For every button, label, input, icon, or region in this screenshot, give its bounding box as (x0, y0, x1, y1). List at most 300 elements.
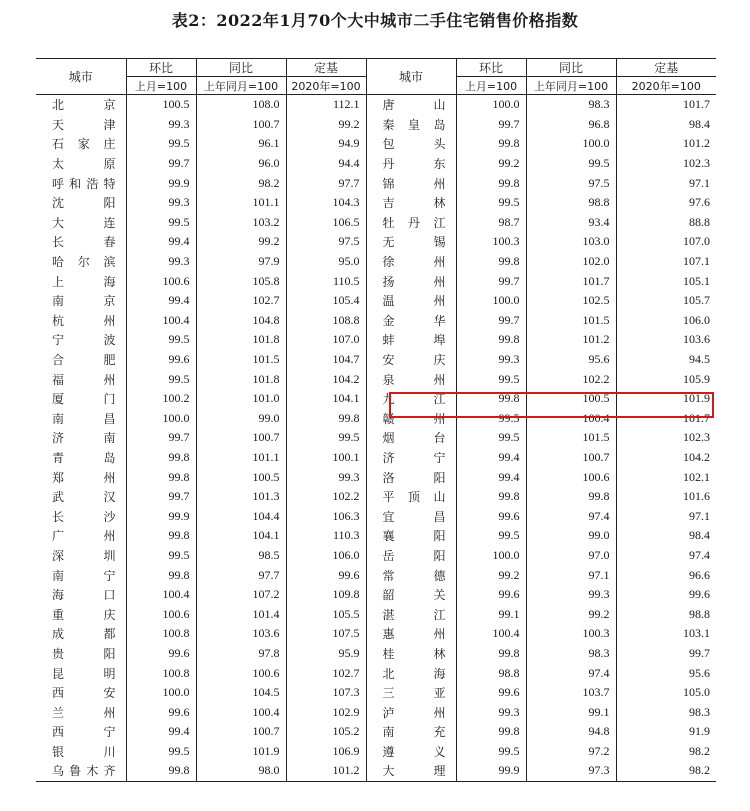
right-mom-cell: 99.8 (456, 330, 526, 350)
table-row (36, 115, 716, 135)
right-fixed-cell: 94.5 (616, 350, 716, 370)
left-fixed-cell: 99.6 (286, 565, 366, 585)
table-row (36, 428, 716, 448)
right-yoy-cell: 103.7 (526, 683, 616, 703)
left-mom-cell: 99.9 (126, 173, 196, 193)
left-yoy-cell: 108.0 (196, 95, 286, 115)
left-fixed-cell: 102.7 (286, 663, 366, 683)
right-yoy-cell: 97.1 (526, 565, 616, 585)
left-mom-cell: 99.6 (126, 350, 196, 370)
left-city-cell: 长沙 (52, 509, 116, 524)
left-mom-cell: 99.4 (126, 722, 196, 742)
right-city-cell: 丹东 (366, 154, 456, 174)
right-fixed-cell: 97.1 (616, 506, 716, 526)
left-yoy-cell: 103.2 (196, 213, 286, 233)
right-mom-cell: 99.8 (456, 722, 526, 742)
table-row (36, 409, 716, 429)
right-fixed-cell: 105.9 (616, 369, 716, 389)
right-yoy-cell: 100.5 (526, 389, 616, 409)
left-fixed-cell: 107.3 (286, 683, 366, 703)
right-yoy-cell: 99.2 (526, 604, 616, 624)
right-mom-cell: 99.7 (456, 311, 526, 331)
left-yoy-cell: 100.6 (196, 663, 286, 683)
table-row (36, 761, 716, 781)
right-fixed-cell: 107.0 (616, 232, 716, 252)
left-city-cell: 大连 (52, 215, 116, 230)
left-yoy-cell: 100.5 (196, 467, 286, 487)
right-mom-cell: 99.5 (456, 742, 526, 762)
left-mom-cell: 99.5 (126, 134, 196, 154)
right-city-cell: 无锡 (366, 232, 456, 252)
left-yoy-cell: 96.0 (196, 154, 286, 174)
table-row (36, 330, 716, 350)
right-fixed-cell: 103.1 (616, 624, 716, 644)
left-fixed-cell: 110.3 (286, 526, 366, 546)
right-mom-cell: 99.8 (456, 389, 526, 409)
header-mom-base-right: 上月=100 (456, 77, 526, 95)
right-mom-cell: 99.3 (456, 702, 526, 722)
right-yoy-cell: 98.3 (526, 95, 616, 115)
right-city-cell: 襄阳 (366, 526, 456, 546)
right-yoy-cell: 103.0 (526, 232, 616, 252)
left-yoy-cell: 98.2 (196, 173, 286, 193)
left-fixed-cell: 99.8 (286, 409, 366, 429)
right-yoy-cell: 102.0 (526, 252, 616, 272)
left-yoy-cell: 100.7 (196, 722, 286, 742)
right-yoy-cell: 99.3 (526, 585, 616, 605)
left-mom-cell: 100.4 (126, 585, 196, 605)
right-city-cell: 蚌埠 (366, 330, 456, 350)
right-yoy-cell: 100.7 (526, 448, 616, 468)
left-fixed-cell: 95.0 (286, 252, 366, 272)
header-fixed-left: 定基 (286, 59, 366, 77)
left-yoy-cell: 97.9 (196, 252, 286, 272)
left-city-cell: 太原 (52, 157, 116, 172)
left-yoy-cell: 104.8 (196, 311, 286, 331)
table-row (36, 350, 716, 370)
left-city-cell: 广州 (52, 529, 116, 544)
right-mom-cell: 98.8 (456, 663, 526, 683)
table-row (36, 742, 716, 762)
left-fixed-cell: 106.0 (286, 546, 366, 566)
right-fixed-cell: 99.7 (616, 644, 716, 664)
right-fixed-cell: 104.2 (616, 448, 716, 468)
left-mom-cell: 99.4 (126, 232, 196, 252)
left-city-cell: 银川 (52, 744, 116, 759)
left-yoy-cell: 104.5 (196, 683, 286, 703)
header-yoy-base-right: 上年同月=100 (526, 77, 616, 95)
right-city-cell: 济宁 (366, 448, 456, 468)
right-fixed-cell: 97.4 (616, 546, 716, 566)
right-mom-cell: 99.6 (456, 506, 526, 526)
left-yoy-cell: 96.1 (196, 134, 286, 154)
right-mom-cell: 99.1 (456, 604, 526, 624)
left-mom-cell: 99.8 (126, 467, 196, 487)
left-fixed-cell: 99.3 (286, 467, 366, 487)
page-title: 表2：2022年1月70个大中城市二手住宅销售价格指数 (171, 11, 579, 30)
right-fixed-cell: 102.3 (616, 428, 716, 448)
right-city-cell: 唐山 (366, 95, 456, 115)
right-fixed-cell: 96.6 (616, 565, 716, 585)
right-mom-cell: 99.6 (456, 683, 526, 703)
right-mom-cell: 99.4 (456, 467, 526, 487)
left-city-cell: 昆明 (52, 666, 116, 681)
left-yoy-cell: 104.4 (196, 506, 286, 526)
left-mom-cell: 99.5 (126, 546, 196, 566)
table-row (36, 173, 716, 193)
left-city-cell: 南昌 (52, 411, 116, 426)
right-city-cell: 吉林 (366, 193, 456, 213)
left-fixed-cell: 101.2 (286, 761, 366, 781)
right-city-cell: 三亚 (366, 683, 456, 703)
right-yoy-cell: 99.1 (526, 702, 616, 722)
left-city-cell: 西宁 (52, 725, 116, 740)
left-yoy-cell: 100.4 (196, 702, 286, 722)
right-yoy-cell: 97.2 (526, 742, 616, 762)
right-fixed-cell: 97.6 (616, 193, 716, 213)
left-city-cell: 北京 (52, 98, 116, 113)
left-mom-cell: 99.8 (126, 448, 196, 468)
left-city-cell: 长春 (52, 235, 116, 250)
table-row (36, 506, 716, 526)
left-city-cell: 杭州 (52, 313, 116, 328)
right-mom-cell: 99.8 (456, 134, 526, 154)
right-city-cell: 湛江 (366, 604, 456, 624)
left-fixed-cell: 97.7 (286, 173, 366, 193)
left-mom-cell: 100.0 (126, 409, 196, 429)
left-mom-cell: 100.0 (126, 683, 196, 703)
left-fixed-cell: 97.5 (286, 232, 366, 252)
table-row (36, 585, 716, 605)
left-fixed-cell: 104.7 (286, 350, 366, 370)
right-mom-cell: 99.7 (456, 271, 526, 291)
left-city-cell: 合肥 (52, 353, 116, 368)
right-yoy-cell: 100.6 (526, 467, 616, 487)
left-mom-cell: 100.2 (126, 389, 196, 409)
table-row (36, 546, 716, 566)
right-city-cell: 温州 (366, 291, 456, 311)
left-mom-cell: 99.6 (126, 702, 196, 722)
left-mom-cell: 99.7 (126, 428, 196, 448)
right-city-cell: 金华 (366, 311, 456, 331)
right-yoy-cell: 97.4 (526, 506, 616, 526)
left-mom-cell: 99.9 (126, 506, 196, 526)
left-yoy-cell: 103.6 (196, 624, 286, 644)
left-yoy-cell: 107.2 (196, 585, 286, 605)
table-row (36, 702, 716, 722)
right-city-cell: 秦皇岛 (366, 115, 456, 135)
left-fixed-cell: 105.2 (286, 722, 366, 742)
header-fixed-base-left: 2020年=100 (286, 77, 366, 95)
left-mom-cell: 99.8 (126, 526, 196, 546)
right-mom-cell: 99.8 (456, 252, 526, 272)
right-yoy-cell: 95.6 (526, 350, 616, 370)
right-city-cell: 大理 (366, 761, 456, 781)
left-fixed-cell: 105.4 (286, 291, 366, 311)
right-mom-cell: 100.0 (456, 291, 526, 311)
table-row (36, 604, 716, 624)
left-fixed-cell: 110.5 (286, 271, 366, 291)
left-fixed-cell: 100.1 (286, 448, 366, 468)
left-mom-cell: 99.3 (126, 193, 196, 213)
right-city-cell: 平顶山 (366, 487, 456, 507)
left-mom-cell: 100.8 (126, 663, 196, 683)
left-fixed-cell: 104.1 (286, 389, 366, 409)
right-yoy-cell: 100.3 (526, 624, 616, 644)
table-row (36, 213, 716, 233)
left-city-cell: 兰州 (52, 705, 116, 720)
right-yoy-cell: 100.4 (526, 409, 616, 429)
right-city-cell: 徐州 (366, 252, 456, 272)
left-city-cell: 南宁 (52, 568, 116, 583)
right-yoy-cell: 97.0 (526, 546, 616, 566)
right-city-cell: 包头 (366, 134, 456, 154)
right-fixed-cell: 88.8 (616, 213, 716, 233)
right-fixed-cell: 102.3 (616, 154, 716, 174)
left-yoy-cell: 101.1 (196, 448, 286, 468)
right-yoy-cell: 98.8 (526, 193, 616, 213)
left-fixed-cell: 107.5 (286, 624, 366, 644)
right-city-cell: 洛阳 (366, 467, 456, 487)
table-row (36, 134, 716, 154)
left-city-cell: 上海 (52, 274, 116, 289)
right-yoy-cell: 97.4 (526, 663, 616, 683)
table-row (36, 683, 716, 703)
price-index-table (36, 58, 716, 782)
right-city-cell: 韶关 (366, 585, 456, 605)
header-yoy-left: 同比 (196, 59, 286, 77)
left-fixed-cell: 105.5 (286, 604, 366, 624)
right-yoy-cell: 100.0 (526, 134, 616, 154)
left-city-cell: 乌鲁木齐 (36, 761, 126, 781)
left-city-cell: 厦门 (52, 392, 116, 407)
right-city-cell: 安庆 (366, 350, 456, 370)
right-city-cell: 南充 (366, 722, 456, 742)
table-body (36, 95, 716, 782)
right-fixed-cell: 98.2 (616, 761, 716, 781)
left-fixed-cell: 106.5 (286, 213, 366, 233)
left-yoy-cell: 105.8 (196, 271, 286, 291)
left-fixed-cell: 109.8 (286, 585, 366, 605)
right-yoy-cell: 94.8 (526, 722, 616, 742)
left-mom-cell: 99.5 (126, 213, 196, 233)
left-mom-cell: 100.4 (126, 311, 196, 331)
right-mom-cell: 100.0 (456, 95, 526, 115)
left-yoy-cell: 104.1 (196, 526, 286, 546)
header-city-right: 城市 (366, 59, 456, 95)
left-fixed-cell: 104.2 (286, 369, 366, 389)
right-yoy-cell: 101.5 (526, 428, 616, 448)
left-fixed-cell: 108.8 (286, 311, 366, 331)
left-yoy-cell: 97.8 (196, 644, 286, 664)
right-mom-cell: 100.3 (456, 232, 526, 252)
right-fixed-cell: 98.3 (616, 702, 716, 722)
left-yoy-cell: 100.7 (196, 428, 286, 448)
left-yoy-cell: 101.8 (196, 330, 286, 350)
left-mom-cell: 99.7 (126, 487, 196, 507)
right-fixed-cell: 91.9 (616, 722, 716, 742)
table-row (36, 369, 716, 389)
right-city-cell: 扬州 (366, 271, 456, 291)
left-mom-cell: 99.4 (126, 291, 196, 311)
left-yoy-cell: 100.7 (196, 115, 286, 135)
left-city-cell: 宁波 (52, 333, 116, 348)
table-row (36, 193, 716, 213)
table-row (36, 154, 716, 174)
table-row (36, 487, 716, 507)
table-row (36, 624, 716, 644)
right-yoy-cell: 102.2 (526, 369, 616, 389)
right-fixed-cell: 95.6 (616, 663, 716, 683)
right-mom-cell: 99.4 (456, 448, 526, 468)
left-mom-cell: 99.5 (126, 742, 196, 762)
right-fixed-cell: 98.2 (616, 742, 716, 762)
right-mom-cell: 99.5 (456, 526, 526, 546)
left-city-cell: 贵阳 (52, 646, 116, 661)
right-fixed-cell: 101.7 (616, 95, 716, 115)
left-city-cell: 济南 (52, 431, 116, 446)
left-yoy-cell: 101.4 (196, 604, 286, 624)
left-city-cell: 武汉 (52, 490, 116, 505)
table-row (36, 467, 716, 487)
left-yoy-cell: 102.7 (196, 291, 286, 311)
table-row (36, 311, 716, 331)
right-fixed-cell: 101.7 (616, 409, 716, 429)
left-city-cell: 西安 (52, 686, 116, 701)
right-fixed-cell: 98.4 (616, 526, 716, 546)
right-mom-cell: 99.8 (456, 173, 526, 193)
right-mom-cell: 99.5 (456, 369, 526, 389)
left-yoy-cell: 97.7 (196, 565, 286, 585)
right-yoy-cell: 101.5 (526, 311, 616, 331)
left-mom-cell: 99.3 (126, 115, 196, 135)
left-fixed-cell: 95.9 (286, 644, 366, 664)
right-mom-cell: 99.8 (456, 644, 526, 664)
table-header (36, 59, 716, 95)
left-city-cell: 郑州 (52, 470, 116, 485)
left-mom-cell: 100.8 (126, 624, 196, 644)
right-city-cell: 宜昌 (366, 506, 456, 526)
right-fixed-cell: 105.1 (616, 271, 716, 291)
right-yoy-cell: 97.5 (526, 173, 616, 193)
left-fixed-cell: 104.3 (286, 193, 366, 213)
table-row (36, 252, 716, 272)
right-mom-cell: 99.3 (456, 350, 526, 370)
left-fixed-cell: 107.0 (286, 330, 366, 350)
table-row (36, 526, 716, 546)
right-mom-cell: 99.5 (456, 409, 526, 429)
left-fixed-cell: 106.9 (286, 742, 366, 762)
table-row (36, 565, 716, 585)
left-yoy-cell: 101.1 (196, 193, 286, 213)
right-yoy-cell: 102.5 (526, 291, 616, 311)
header-yoy-right: 同比 (526, 59, 616, 77)
right-city-cell: 牡丹江 (366, 213, 456, 233)
table-row (36, 389, 716, 409)
right-mom-cell: 99.5 (456, 193, 526, 213)
left-city-cell: 南京 (52, 294, 116, 309)
right-fixed-cell: 106.0 (616, 311, 716, 331)
right-fixed-cell: 105.7 (616, 291, 716, 311)
left-mom-cell: 99.7 (126, 154, 196, 174)
right-fixed-cell: 103.6 (616, 330, 716, 350)
right-city-cell: 锦州 (366, 173, 456, 193)
table-row (36, 722, 716, 742)
right-mom-cell: 100.4 (456, 624, 526, 644)
left-city-cell: 沈阳 (52, 196, 116, 211)
left-city-cell: 福州 (52, 372, 116, 387)
left-mom-cell: 100.5 (126, 95, 196, 115)
right-mom-cell: 100.0 (456, 546, 526, 566)
left-mom-cell: 99.8 (126, 565, 196, 585)
left-yoy-cell: 101.0 (196, 389, 286, 409)
header-yoy-base-left: 上年同月=100 (196, 77, 286, 95)
table-row (36, 95, 716, 115)
left-yoy-cell: 99.0 (196, 409, 286, 429)
left-yoy-cell: 98.5 (196, 546, 286, 566)
right-city-cell: 泉州 (366, 369, 456, 389)
left-mom-cell: 100.6 (126, 604, 196, 624)
right-city-cell: 赣州 (366, 409, 456, 429)
right-yoy-cell: 101.7 (526, 271, 616, 291)
right-fixed-cell: 98.8 (616, 604, 716, 624)
right-fixed-cell: 101.2 (616, 134, 716, 154)
left-yoy-cell: 101.5 (196, 350, 286, 370)
right-mom-cell: 99.2 (456, 154, 526, 174)
right-city-cell: 常德 (366, 565, 456, 585)
right-city-cell: 桂林 (366, 644, 456, 664)
left-fixed-cell: 112.1 (286, 95, 366, 115)
right-fixed-cell: 101.9 (616, 389, 716, 409)
left-fixed-cell: 102.2 (286, 487, 366, 507)
right-yoy-cell: 99.8 (526, 487, 616, 507)
left-yoy-cell: 99.2 (196, 232, 286, 252)
right-fixed-cell: 99.6 (616, 585, 716, 605)
right-city-cell: 泸州 (366, 702, 456, 722)
left-fixed-cell: 94.4 (286, 154, 366, 174)
right-yoy-cell: 99.5 (526, 154, 616, 174)
left-city-cell: 成都 (52, 627, 116, 642)
right-fixed-cell: 102.1 (616, 467, 716, 487)
left-mom-cell: 99.3 (126, 252, 196, 272)
left-city-cell: 天津 (52, 117, 116, 132)
left-mom-cell: 99.6 (126, 644, 196, 664)
table-row (36, 232, 716, 252)
right-yoy-cell: 98.3 (526, 644, 616, 664)
right-mom-cell: 99.5 (456, 428, 526, 448)
right-city-cell: 惠州 (366, 624, 456, 644)
left-mom-cell: 99.5 (126, 369, 196, 389)
left-city-cell: 青岛 (52, 450, 116, 465)
header-row-main (36, 59, 716, 77)
right-yoy-cell: 93.4 (526, 213, 616, 233)
header-fixed-base-right: 2020年=100 (616, 77, 716, 95)
right-mom-cell: 98.7 (456, 213, 526, 233)
left-city-cell: 石家庄 (52, 137, 116, 152)
left-fixed-cell: 94.9 (286, 134, 366, 154)
right-fixed-cell: 101.6 (616, 487, 716, 507)
table-row (36, 271, 716, 291)
left-yoy-cell: 98.0 (196, 761, 286, 781)
table-row (36, 644, 716, 664)
left-city-cell: 重庆 (52, 607, 116, 622)
right-city-cell: 遵义 (366, 742, 456, 762)
right-yoy-cell: 101.2 (526, 330, 616, 350)
header-fixed-right: 定基 (616, 59, 716, 77)
left-mom-cell: 100.6 (126, 271, 196, 291)
right-fixed-cell: 105.0 (616, 683, 716, 703)
header-mom-left: 环比 (126, 59, 196, 77)
